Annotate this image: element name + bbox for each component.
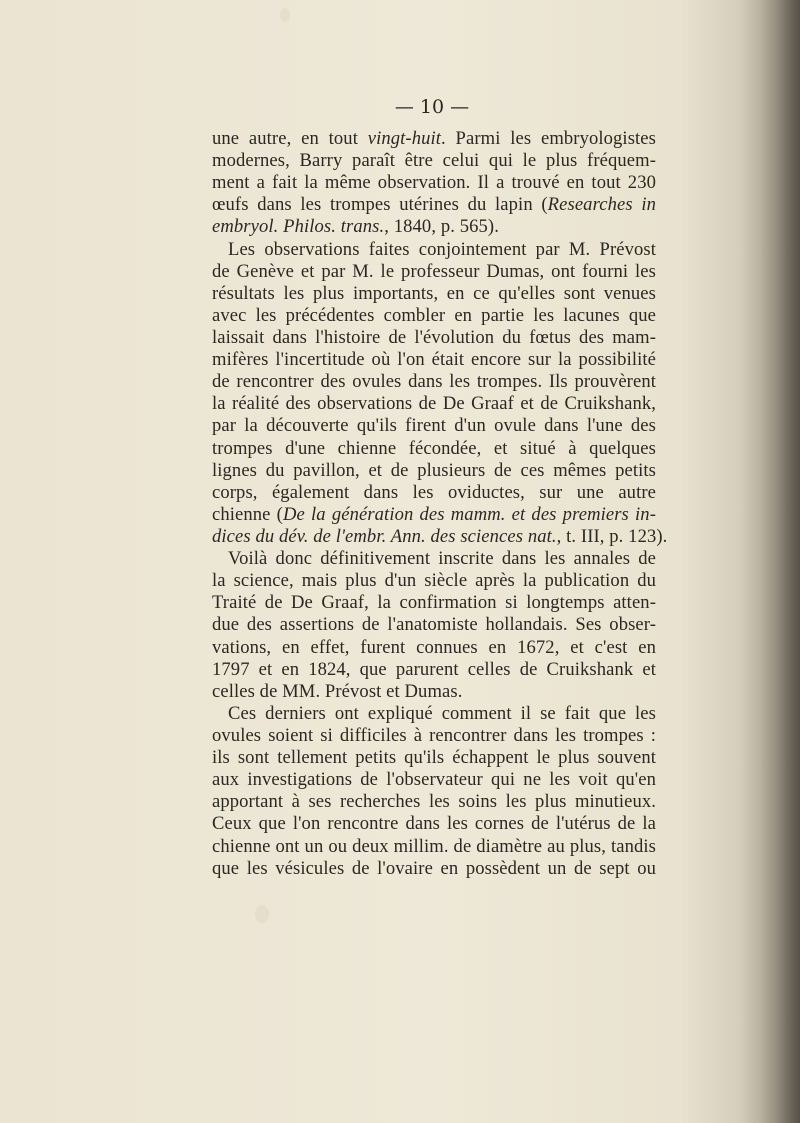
- text-line: [212, 614, 656, 636]
- text-run: Ces derniers ont expliqué comment il se fait que les: [228, 702, 656, 724]
- text-run: 1797 et en 1824, que parurent celles de Cruikshank et: [212, 658, 656, 680]
- text-line: [212, 681, 656, 703]
- text-line: [212, 349, 656, 371]
- text-run: que les vésicules de l'ovaire en possèdent un de sept ou: [212, 857, 656, 879]
- text-line: [212, 592, 656, 614]
- text-run: aux investigations de l'observateur qui ne les voit qu'en: [212, 769, 656, 791]
- italic-text-run: vingt-huit: [367, 128, 442, 149]
- text-run: chienne ont un ou deux millim. de diamètre au plus, tandis: [212, 835, 656, 857]
- text-line: [212, 194, 656, 216]
- text-run: œufs dans les trompes utérines du lapin (: [212, 194, 548, 216]
- text-run: mifères l'incertitude où l'on était encore sur la possibilité: [212, 349, 656, 371]
- page-number: — 10 —: [394, 96, 470, 118]
- text-line: [212, 791, 656, 813]
- text-line: [212, 371, 656, 393]
- text-run: modernes, Barry paraît être celui qui le plus fréquem-: [212, 150, 656, 172]
- page-edge-shadow: [740, 0, 800, 1123]
- text-run: , t. III, p. 123).: [556, 525, 668, 547]
- text-line: [212, 858, 656, 880]
- text-run: résultats les plus importants, en ce qu'elles sont venues: [212, 282, 656, 304]
- text-run: laissait dans l'histoire de l'évolution du fœtus des mam-: [212, 326, 656, 348]
- text-run: la réalité des observations de De Graaf et de Cruikshank,: [212, 393, 656, 415]
- text-line: [212, 637, 656, 659]
- text-run: de rencontrer des ovules dans les trompes. Ils prouvèrent: [212, 371, 656, 393]
- italic-text-run: embryol. Philos. trans.: [212, 216, 385, 238]
- text-line: [212, 150, 656, 172]
- text-line: [212, 438, 656, 460]
- text-run: par la découverte qu'ils firent d'un ovule dans l'une des: [212, 415, 656, 437]
- text-line: [212, 216, 656, 238]
- text-line: [212, 548, 656, 570]
- text-run: corps, également dans les oviductes, sur une autre: [212, 481, 656, 503]
- text-run: due des assertions de l'anatomiste hollandais. Ses obser-: [212, 614, 656, 636]
- text-run: ils sont tellement petits qu'ils échappent le plus souvent: [212, 747, 656, 769]
- text-line: [212, 393, 656, 415]
- text-run: chienne (: [212, 503, 283, 525]
- text-line: [212, 813, 656, 835]
- text-run: celles de MM. Prévost et Dumas.: [212, 680, 463, 702]
- text-line: [212, 172, 656, 194]
- paper-stain: [255, 905, 269, 923]
- text-line: [212, 128, 656, 150]
- text-run: avec les précédentes combler en partie les lacunes que: [212, 304, 656, 326]
- italic-text-run: De la génération des mamm. et des premiers in-: [282, 503, 656, 525]
- text-run: apportant à ses recherches les soins les plus minutieux.: [212, 791, 656, 813]
- text-line: [212, 703, 656, 725]
- text-line: [212, 659, 656, 681]
- text-run: Les observations faites conjointement par M. Prévost: [228, 238, 656, 260]
- text-run: . Parmi les embryologistes: [441, 128, 656, 149]
- paper-speck: [280, 8, 290, 22]
- text-line: [212, 239, 656, 261]
- text-line: [212, 305, 656, 327]
- text-line: [212, 460, 656, 482]
- text-run: la science, mais plus d'un siècle après la publication du: [212, 570, 656, 592]
- text-line: [212, 504, 656, 526]
- text-line: [212, 747, 656, 769]
- text-run: de Genève et par M. le professeur Dumas, ont fourni les: [212, 260, 656, 282]
- text-run: une autre, en tout: [212, 128, 368, 149]
- text-line: [212, 415, 656, 437]
- text-line: [212, 769, 656, 791]
- text-run: trompes d'une chienne fécondée, et situé à quelques: [212, 437, 656, 459]
- text-run: Ceux que l'on rencontre dans les cornes de l'utérus de la: [212, 813, 656, 835]
- text-run: vations, en effet, furent connues en 1672, et c'est en: [212, 636, 656, 658]
- text-line: [212, 327, 656, 349]
- body-text: [212, 128, 668, 880]
- text-run: ment a fait la même observation. Il a trouvé en tout 230: [212, 172, 656, 194]
- italic-text-run: dices du dév. de l'embr. Ann. des sciences nat.: [212, 525, 557, 547]
- text-line: [212, 725, 656, 747]
- italic-text-run: Researches in: [547, 194, 656, 216]
- text-line: [212, 482, 656, 504]
- text-line: [212, 570, 656, 592]
- text-line: [212, 261, 656, 283]
- text-run: Traité de De Graaf, la confirmation si longtemps atten-: [212, 592, 656, 614]
- text-run: , 1840, p. 565).: [384, 216, 499, 238]
- text-run: ovules soient si difficiles à rencontrer dans les trompes :: [212, 724, 656, 746]
- text-line: [212, 836, 656, 858]
- text-line: [212, 525, 668, 548]
- text-line: [212, 283, 656, 305]
- text-run: lignes du pavillon, et de plusieurs de ces mêmes petits: [212, 459, 656, 481]
- text-run: Voilà donc définitivement inscrite dans les annales de: [228, 548, 656, 570]
